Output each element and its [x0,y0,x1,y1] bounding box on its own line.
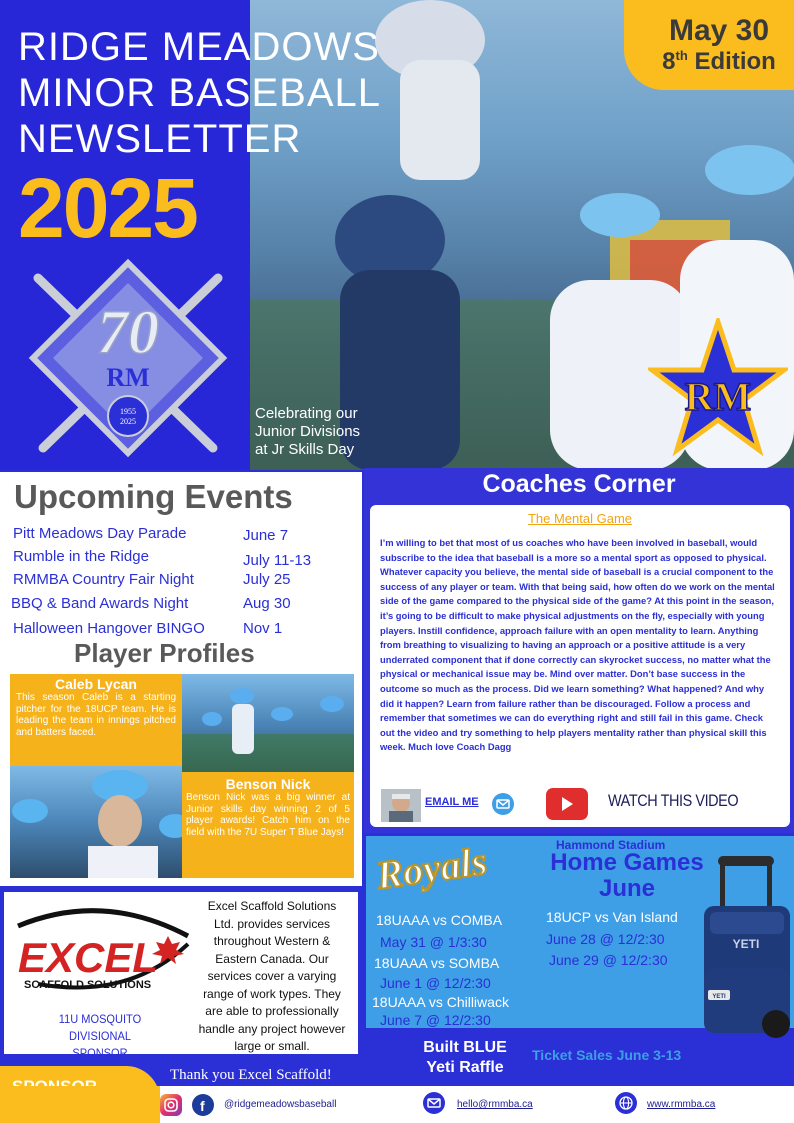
division-sponsor-label: 11U MOSQUITO DIVISIONAL SPONSOR [58,1012,142,1060]
event-name: BBQ & Band Awards Night [11,595,189,612]
game-matchup: 18UCP vs Van Island [546,909,678,925]
yeti-brand-small: YETI [712,994,726,1000]
sponsor-thanks: Thank you Excel Scaffold! [170,1067,332,1083]
yeti-cooler-image [700,856,792,1049]
event-name: Halloween Hangover BINGO [13,620,205,637]
edition-number: 8th Edition [662,48,776,75]
footer-yellow [0,1086,160,1123]
event-date: Aug 30 [243,595,291,612]
photo-caption: Celebrating our Junior Divisions at Jr Skills Day [255,405,361,458]
rm-star-logo [648,318,788,458]
benson-profile-card [182,772,354,878]
game-matchup: 18UAAA vs COMBA [376,912,503,928]
youtube-play-icon[interactable] [546,788,588,820]
anniversary-logo [28,258,228,458]
instagram-icon[interactable] [160,1094,182,1116]
event-name: Pitt Meadows Day Parade [13,525,187,542]
ticket-sales-date: Ticket Sales June 3-13 [532,1047,682,1063]
event-date: June 7 [243,527,289,544]
game-time: June 28 @ 12/2:30 [546,931,665,947]
excel-logo-sub: SCAFFOLD SOLUTIONS [24,979,152,991]
player-profiles-title: Player Profiles [74,638,255,668]
social-handle[interactable]: @ridgemeadowsbaseball [224,1099,337,1110]
watch-video-link[interactable]: WATCH THIS VIDEO [608,791,739,810]
coaches-corner-article: I’m willing to bet that most of us coaches who have been involved in baseball, would subscribe to the idea that baseball is a more so a mental sport as opposed to physical. Whatever capacity you believe, the mental side of baseball is a crucial component to the success of any player or team. With that being said, how often do we work on the mental side of the game compared to the physical side of the game? At this point in the season, it’s going to be difficult to make physical adjustments on the fly, especially with young players. Instill confidence, approach failure with an open mentality to learn. Anything from breathing to visualizing to having an approach or a positive attitude is a very underrated component that if done correctly can skyrocket success, no matter what the physical or mechanical issue may be. Mind over matter. Don’t base success in the outcome so much as the process. Did we learn something? What happened? And why did it happen? Learn from failure rather than be discouraged. Follow a process and remember that sometimes we can do everything right and still fail in this game. Check out the video and try something to help players mentality rather than physical skill this week. Much love Coach Dagg [380,537,775,753]
newsletter-title-line2: MINOR BASEBALL [18,71,382,115]
svg-text:f: f [200,1098,205,1114]
sponsor-description: Excel Scaffold Solutions Ltd. provides services throughout Western & Eastern Canada. Our services cover a varying range of work types. They are able to professionally handle any project however large or small. [198,899,346,1053]
event-date: July 25 [243,571,291,588]
home-games-title: Home Games June [550,849,704,902]
edition-date: May 30 [668,14,770,47]
excel-logo-word: EXCEL [18,934,159,981]
logo-70-text: 70 [97,299,159,367]
logo-year-start: 1955 [120,407,136,416]
mail-icon[interactable] [423,1092,445,1114]
svg-text:Royals: Royals [373,838,490,898]
benson-bio: Benson Nick was a big winner at Junior skills day winning 2 of 5 player awards! Catch him on the field with the 7U Super T Blue Jays! [186,792,350,838]
logo-year-end: 2025 [120,417,136,426]
coaches-corner-subtitle[interactable]: The Mental Game [527,511,633,526]
footer-email[interactable]: hello@rmmba.ca [457,1099,533,1110]
coaches-corner-title: Coaches Corner [482,470,676,498]
benson-photo [182,674,354,772]
excel-logo [8,896,194,1000]
game-matchup: 18UAAA vs SOMBA [374,955,500,971]
caleb-profile-card [10,674,182,766]
newsletter-title-line3: NEWSLETTER [18,117,302,161]
event-date: July 11-13 [243,552,312,569]
royals-logo [368,838,493,903]
globe-icon[interactable] [615,1092,637,1114]
event-name: RMMBA Country Fair Night [13,571,194,588]
caleb-name: Caleb Lycan [55,676,137,692]
email-icon[interactable] [492,793,514,815]
newsletter-title-line1: RIDGE MEADOWS [18,25,380,69]
game-time: June 29 @ 12/2:30 [549,952,668,968]
game-time: June 7 @ 12/2:30 [380,1012,491,1028]
caleb-photo [10,766,182,878]
game-time: June 1 @ 12/2:30 [380,975,491,991]
footer-website[interactable]: www.rmmba.ca [647,1099,716,1110]
yeti-brand: YETI [732,937,760,951]
game-matchup: 18UAAA vs Chilliwack [372,994,509,1010]
yeti-raffle-title: Built BLUE Yeti Raffle [423,1039,507,1076]
stadium-name: Hammond Stadium [556,838,666,852]
upcoming-events-title: Upcoming Events [14,478,293,515]
svg-text:RM: RM [684,374,752,419]
event-name: Rumble in the Ridge [13,548,149,565]
event-date: Nov 1 [243,620,283,637]
edition-badge [624,0,794,90]
newsletter-year: 2025 [18,161,197,255]
logo-rm-text: RM [106,363,150,392]
game-time: May 31 @ 1/3:30 [380,934,487,950]
coach-avatar [381,789,421,822]
facebook-icon[interactable] [192,1094,214,1116]
caleb-bio: This season Caleb is a starting pitcher for the 18UCP team. He is leading the team in innings pitched and batters faced. [16,692,176,738]
email-me-link[interactable]: EMAIL ME [425,796,479,808]
benson-name: Benson Nick [225,776,311,792]
